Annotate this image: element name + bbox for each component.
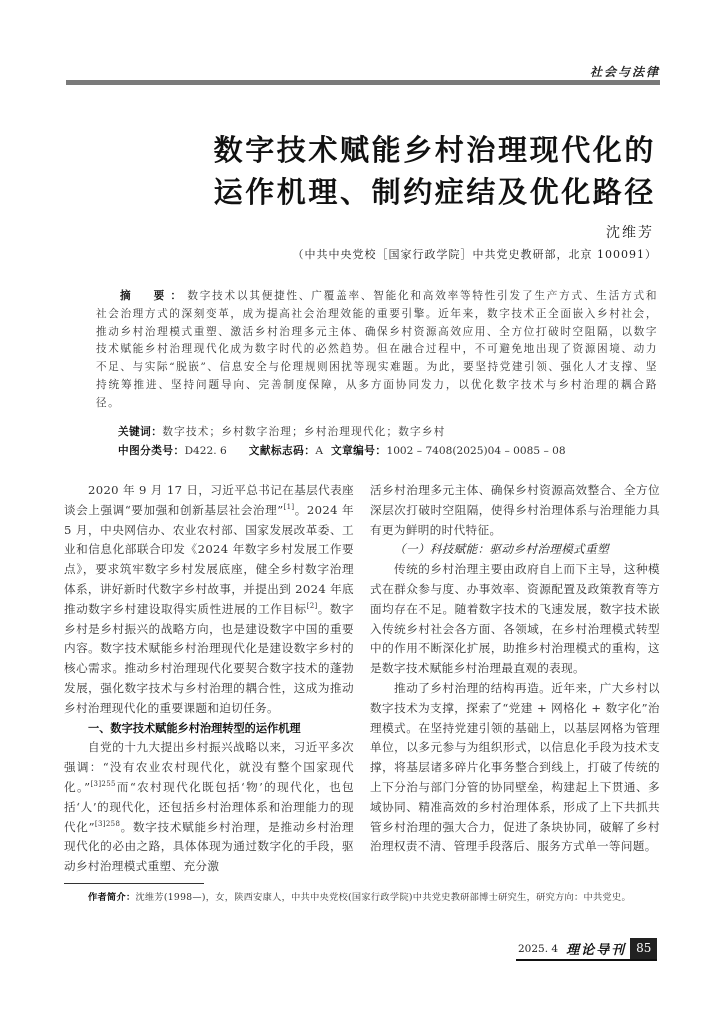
keywords <box>118 424 445 439</box>
author-name: 沈维芳 <box>606 225 654 241</box>
paragraph-text: 而“农村现代化既包括‘物’的现代化，也包括‘人’的现代化，还包括乡村治理体系和治理能力的现代化” <box>64 779 354 834</box>
body-column-left <box>64 481 354 877</box>
paragraph <box>64 738 354 877</box>
paragraph: 传统的乡村治理主要由政府自上而下主导，这种模式在群众参与度、办事效率、资源配置及政策教育等方面均存在不足。随着数字技术的飞速发展，数字技术嵌入传统乡村社会各方面、各领域，在乡村治理模式转型中的作用不断深化扩展，助推乡村治理模式的重构，这是数字技术赋能乡村治理最直观的表现。 <box>370 562 660 676</box>
abstract-label: 摘 要： <box>120 290 188 302</box>
citation: [2] <box>306 601 318 610</box>
author-footnote <box>64 890 658 906</box>
page-number: 85 <box>630 938 657 959</box>
citation: [3]255 <box>90 779 116 788</box>
paragraph-text: 。数字技术赋能乡村治理，是推动乡村治理现代化的必由之路，具体体现为通过数字化的手段，驱动乡村治理模式重塑、充分激 <box>64 819 354 874</box>
clc-value: D422. 6 <box>184 445 227 457</box>
doc-code-label: 文献标志码： <box>248 445 316 457</box>
paragraph: 活乡村治理多元主体、确保乡村资源高效整合、全方位深层次打破时空阻隔，使得乡村治理体系与治理能力具有更为鲜明的时代特征。 <box>370 483 660 537</box>
subsection-heading: （一）科技赋能：驱动乡村治理模式重塑 <box>394 542 609 557</box>
keywords-text: 数字技术；乡村数字治理；乡村治理现代化；数字乡村 <box>162 426 446 438</box>
footnote-text: 沈维芳(1998—)，女，陕西安康人，中共中央党校(国家行政学院)中共党史教研部博士研究生，研究方向：中共党史。 <box>135 892 631 903</box>
article-no-label: 文章编号： <box>330 445 387 457</box>
footnote-rule <box>64 883 204 884</box>
classification-line <box>118 443 566 458</box>
paragraph-text: 自党的十九大提出乡村振兴战略以来，习近平多次强调：“没有农业农村现代化，就没有整个国家现代化。” <box>64 740 354 794</box>
citation: [1] <box>283 502 295 511</box>
page-folio <box>516 938 657 961</box>
footnote-label: 作者简介： <box>88 892 136 903</box>
header-rule <box>66 80 660 85</box>
article-no-value: 1002 – 7408(2025)04 – 0085 – 08 <box>386 445 566 457</box>
article-title-line-1: 数字技术赋能乡村治理现代化的 <box>213 133 656 167</box>
paragraph-text: 。数字乡村是乡村振兴的战略方向，也是建设数字中国的重要内容。数字技术赋能乡村治理现代化是建设数字乡村的核心需求。推动乡村治理现代化要契合数字技术的蓬勃发展，强化数字技术与乡村治理的耦合性，这成为推动乡村治理现代化的重要课题和迫切任务。 <box>64 601 354 715</box>
paragraph: 推动了乡村治理的结构再造。近年来，广大乡村以数字技术为支撑，探索了“党建 + 网格化 + 数字化”治理模式。在坚持党建引领的基础上，以基层网格为管理单位，以多元参与为组织形式，以信息化手段为技术支撑，将基层诸多碎片化事务整合到线上，打破了传统的上下分治与部门分管的协同壁垒，构建起上下贯通、多域协同、精准高效的乡村治理体系，形成了上下共抓共管乡村治理的强大合力，促进了条块协同，破解了乡村治理权责不清、管理手段落后、服务方式单一等问题。 <box>370 680 660 854</box>
paragraph-text: 。2024 年 5 月，中央网信办、农业农村部、国家发展改革委、工业和信息化部联合印发《2024 年数字乡村发展工作要点》，要求筑牢数字乡村发展底座，健全乡村数字治理体系，讲好新时代数字乡村故事，并提出到 2024 年底推动数字乡村建设取得实质性进展的工作目标 <box>64 502 354 616</box>
abstract-text: 数字技术以其便捷性、广覆盖率、智能化和高效率等特性引发了生产方式、生活方式和社会治理方式的深刻变革，成为提高社会治理效能的重要引擎。近年来，数字技术正全面嵌入乡村社会，推动乡村治理模式重塑、激活乡村治理多元主体、确保乡村资源高效应用、全方位打破时空阻隔，以数字技术赋能乡村治理现代化成为数字时代的必然趋势。但在融合过程中，不可避免地出现了资源困境、动力不足、与实际“脱嵌”、信息安全与伦理规则困扰等现实难题。为此，要坚持党建引领、强化人才支撑、坚持统筹推进、坚持问题导向、完善制度保障，从多方面协同发力，以优化数字技术与乡村治理的耦合路径。 <box>96 290 658 409</box>
clc-label: 中图分类号： <box>118 445 185 457</box>
journal-name: 理论导刊 <box>566 943 627 958</box>
article-title-line-2: 运作机理、制约症结及优化路径 <box>213 175 656 209</box>
section-label: 社会与法律 <box>589 65 660 79</box>
abstract <box>96 288 658 413</box>
body-column-right <box>370 481 660 857</box>
author-affiliation: （中共中央党校［国家行政学院］中共党史教研部，北京 100091） <box>292 248 657 261</box>
citation: [3]258 <box>94 819 121 828</box>
paragraph-text: 2020 年 9 月 17 日，习近平总书记在基层代表座谈会上强调“要加强和创新基层社会治理” <box>64 483 354 517</box>
doc-code-value: A <box>315 445 323 457</box>
paragraph <box>64 481 354 719</box>
section-heading: 一、数字技术赋能乡村治理转型的运作机理 <box>88 721 301 735</box>
issue-number: 2025. 4 <box>518 942 559 955</box>
keywords-label: 关键词： <box>118 426 163 438</box>
